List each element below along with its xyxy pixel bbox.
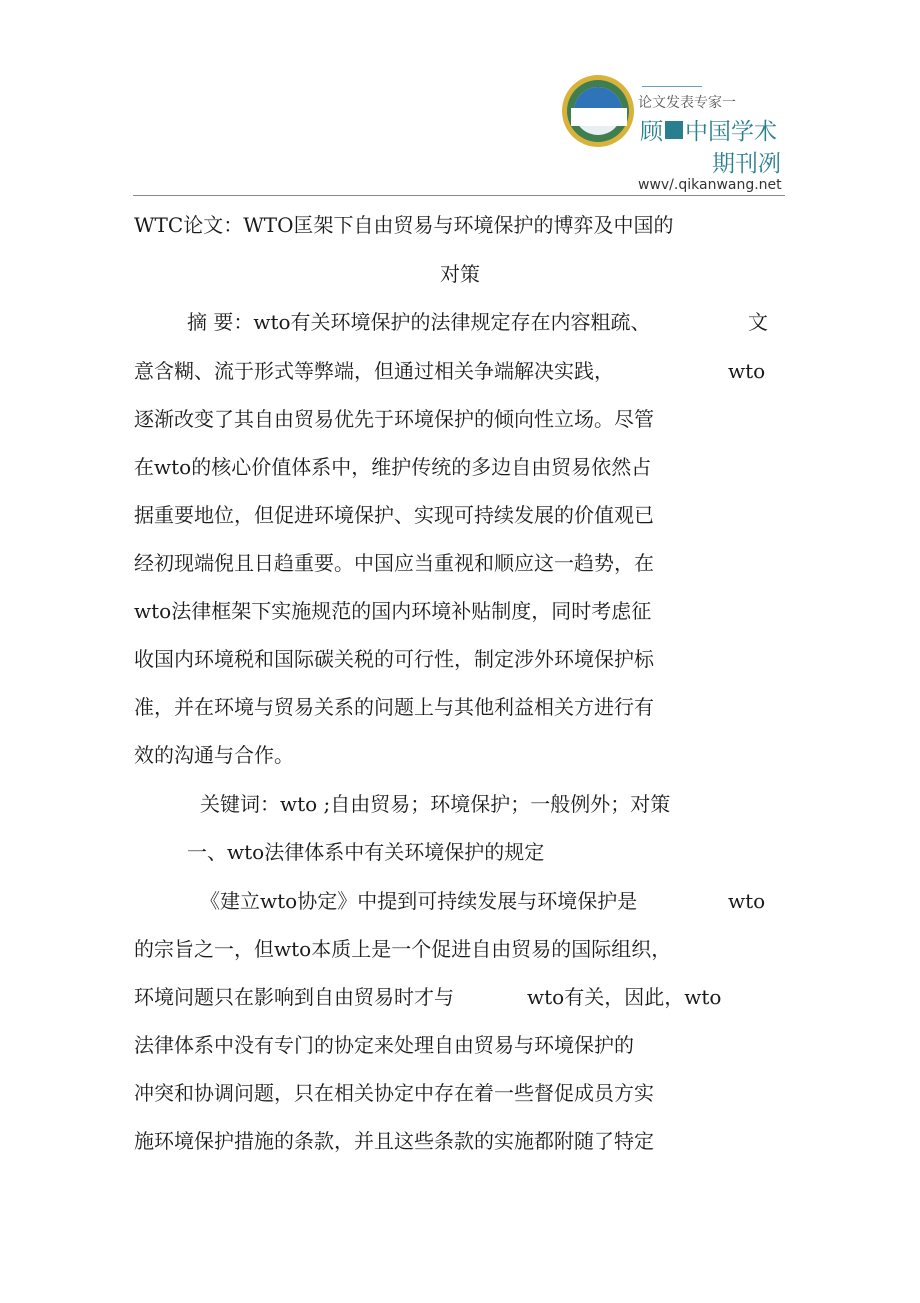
logo-accent-line [642, 86, 702, 87]
logo-brand-line [640, 113, 777, 146]
logo-slogan: 论文发表专家一 [638, 95, 736, 111]
abstract-line: 摘 要：wto有关环境保护的法律规定存在内容粗疏、 [187, 310, 651, 334]
body-line: 冲突和协调问题，只在相关协定中存在着一些督促成员方实 [134, 1081, 654, 1105]
abstract-line: 经初现端倪且日趋重要。中国应当重视和顺应这一趋势，在 [134, 551, 654, 575]
body-line: wto [728, 889, 766, 913]
body-line: 法律体系中没有专门的协定来处理自由贸易与环境保护的 [134, 1033, 634, 1057]
logo-brand-part2: 中国学术 [685, 119, 777, 145]
abstract-line: wto法律框架下实施规范的国内环境补贴制度，同时考虑征 [134, 599, 652, 623]
logo-brand-part1: 顾 [640, 119, 663, 145]
body-line: wto有关，因此，wto [527, 985, 722, 1009]
keywords-line: 关键词：wto ;自由贸易；环境保护；一般例外；对策 [200, 792, 671, 816]
body-line: 的宗旨之一，但wto本质上是一个促进自由贸易的国际组织， [134, 937, 672, 961]
abstract-line: 准，并在环境与贸易关系的问题上与其他利益相关方进行有 [134, 695, 654, 719]
logo-brand-line2: 期刊冽 [712, 151, 781, 177]
logo-url: wwv/.qikanwang.net [638, 177, 782, 193]
section-heading: 一、wto法律体系中有关环境保护的规定 [187, 840, 545, 864]
abstract-line: 在wto的核心价值体系中，维护传统的多边自由贸易依然占 [134, 455, 652, 479]
title-line-2: 对策 [440, 262, 480, 286]
body-line: 环境问题只在影响到自由贸易时才与 [134, 985, 454, 1009]
header-divider [133, 195, 785, 196]
journal-emblem-icon [561, 74, 635, 148]
abstract-line: 逐渐改变了其自由贸易优先于环境保护的倾向性立场。尽管 [134, 407, 654, 431]
abstract-line: 文 [748, 310, 768, 334]
abstract-line: 收国内环境税和国际碳关税的可行性，制定涉外环境保护标 [134, 647, 654, 671]
abstract-line: wto [728, 359, 766, 383]
abstract-line: 据重要地位，但促进环境保护、实现可持续发展的价值观已 [134, 503, 654, 527]
title-line-1: WTC论文：WTO匡架下自由贸易与环境保护的博弈及中国的 [134, 213, 674, 237]
body-line: 《建立wto协定》中提到可持续发展与环境保护是 [200, 889, 638, 913]
logo-square-icon [665, 121, 683, 139]
body-line: 施环境保护措施的条款，并且这些条款的实施都附随了特定 [134, 1129, 654, 1153]
abstract-line: 效的沟通与合作。 [134, 743, 294, 767]
abstract-line: 意含糊、流于形式等弊端，但通过相关争端解决实践， [134, 359, 614, 383]
